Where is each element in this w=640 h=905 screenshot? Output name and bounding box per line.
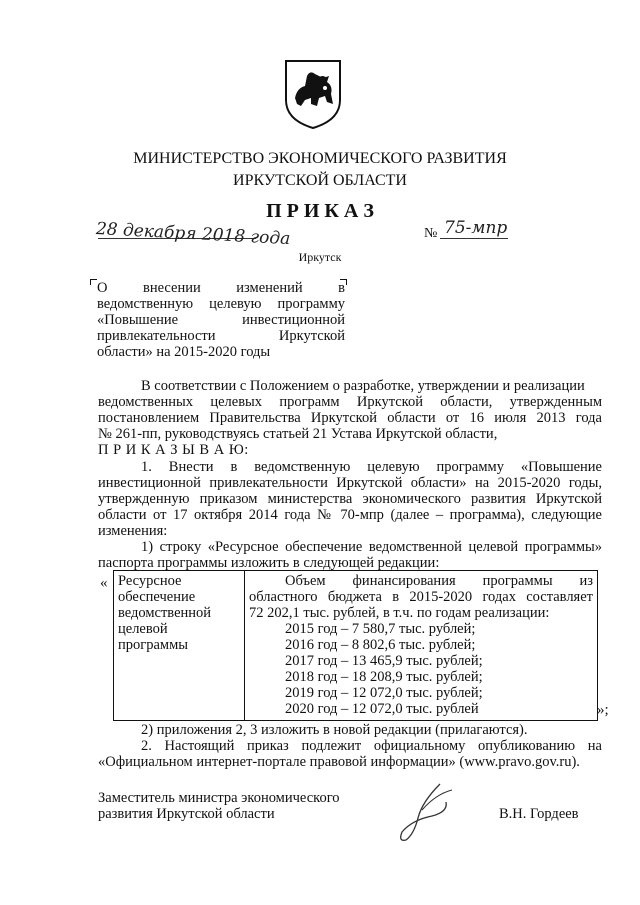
table-label-line: программы — [118, 637, 188, 653]
table-value-line: областного бюджета в 2015-2020 годах составляет — [249, 589, 593, 605]
city-label: Иркутск — [298, 250, 342, 264]
preamble-line: В соответствии с Положением о разработке, утверждении и реализации — [141, 378, 585, 394]
item-1-line: утвержденную приказом министерства экономического развития Иркутской — [98, 491, 602, 507]
table-year-line: 2015 год – 7 580,7 тыс. рублей; — [285, 621, 476, 637]
item-1-line: инвестиционной привлекательности Иркутской области» на 2015-2020 годы, — [98, 475, 602, 491]
table-label-line: обеспечение — [118, 589, 196, 605]
subitem-1-line: 1) строку «Ресурсное обеспечение ведомственной целевой программы» — [141, 539, 602, 555]
table-year-line: 2018 год – 18 208,9 тыс. рублей; — [285, 669, 483, 685]
table-label-line: Ресурсное — [118, 573, 182, 589]
table-cell-value — [245, 571, 598, 721]
preamble-line: ведомственных целевых программ Иркутской области, утвержденным — [98, 394, 602, 410]
signer-title-line1: Заместитель министра экономического — [98, 790, 340, 806]
resource-table — [113, 570, 598, 721]
table-value-line: Объем финансирования программы из — [285, 573, 593, 589]
table-cell-label — [114, 571, 245, 721]
item-1-line: изменения: — [98, 523, 168, 539]
signer-name: В.Н. Гордеев — [499, 806, 579, 822]
handwritten-signature — [392, 780, 462, 848]
ministry-title-line1: МИНИСТЕРСТВО ЭКОНОМИЧЕСКОГО РАЗВИТИЯ — [133, 150, 507, 167]
item-1-line: области от 17 октября 2014 года № 70-мпр (далее – программа), следующие — [98, 507, 602, 523]
table-label-line: ведомственной — [118, 605, 212, 621]
document-type-heading: П Р И К А З — [266, 200, 374, 222]
item-1 — [98, 459, 602, 571]
subject-line: привлекательности Иркутской — [97, 328, 345, 344]
open-quote: « — [100, 575, 108, 591]
coat-of-arms-emblem — [283, 58, 343, 130]
subject-line: «Повышение инвестиционной — [97, 312, 345, 328]
table-value-line: 72 202,1 тыс. рублей, в т.ч. по годам реализации: — [249, 605, 550, 621]
table-year-line: 2017 год – 13 465,9 тыс. рублей; — [285, 653, 483, 669]
subitem-1-line: паспорта программы изложить в следующей редакции: — [98, 555, 440, 571]
table-label-line: целевой — [118, 621, 168, 637]
table-year-line: 2019 год – 12 072,0 тыс. рублей; — [285, 685, 483, 701]
subject-line: ведомственную целевую программу — [97, 296, 345, 312]
number-sign: № — [424, 226, 438, 241]
order-word: П Р И К А З Ы В А Ю: — [98, 442, 249, 458]
close-quote: »; — [597, 702, 609, 718]
item-2-block — [98, 722, 602, 770]
subject-block — [97, 280, 345, 360]
item-2-line: «Официальном интернет-портале правовой информации» (www.pravo.gov.ru). — [98, 754, 580, 770]
preamble-line: постановлением Правительства Иркутской области от 16 июля 2013 года — [98, 410, 602, 426]
number-handwritten: 75-мпр — [444, 218, 508, 238]
preamble-line: № 261-пп, руководствуясь статьей 21 Устава Иркутской области, — [98, 426, 498, 442]
item-1-line: 1. Внести в ведомственную целевую программу «Повышение — [141, 459, 602, 475]
table-row — [114, 571, 598, 721]
table-year-line: 2020 год – 12 072,0 тыс. рублей — [285, 701, 479, 717]
preamble-paragraph — [98, 378, 602, 458]
signer-title-line2: развития Иркутской области — [98, 806, 275, 822]
date-handwritten: 28 декабря 2018 года — [95, 219, 291, 250]
subitem-2-line: 2) приложения 2, 3 изложить в новой редакции (прилагаются). — [141, 722, 528, 738]
subject-bracket-left — [90, 279, 97, 285]
item-2-line: 2. Настоящий приказ подлежит официальному опубликованию на — [141, 738, 602, 754]
subject-line: О внесении изменений в — [97, 280, 345, 296]
subject-line: области» на 2015-2020 годы — [97, 344, 271, 360]
table-year-line: 2016 год – 8 802,6 тыс. рублей; — [285, 637, 476, 653]
number-underline — [440, 238, 508, 239]
ministry-title-line2: ИРКУТСКОЙ ОБЛАСТИ — [233, 172, 407, 189]
